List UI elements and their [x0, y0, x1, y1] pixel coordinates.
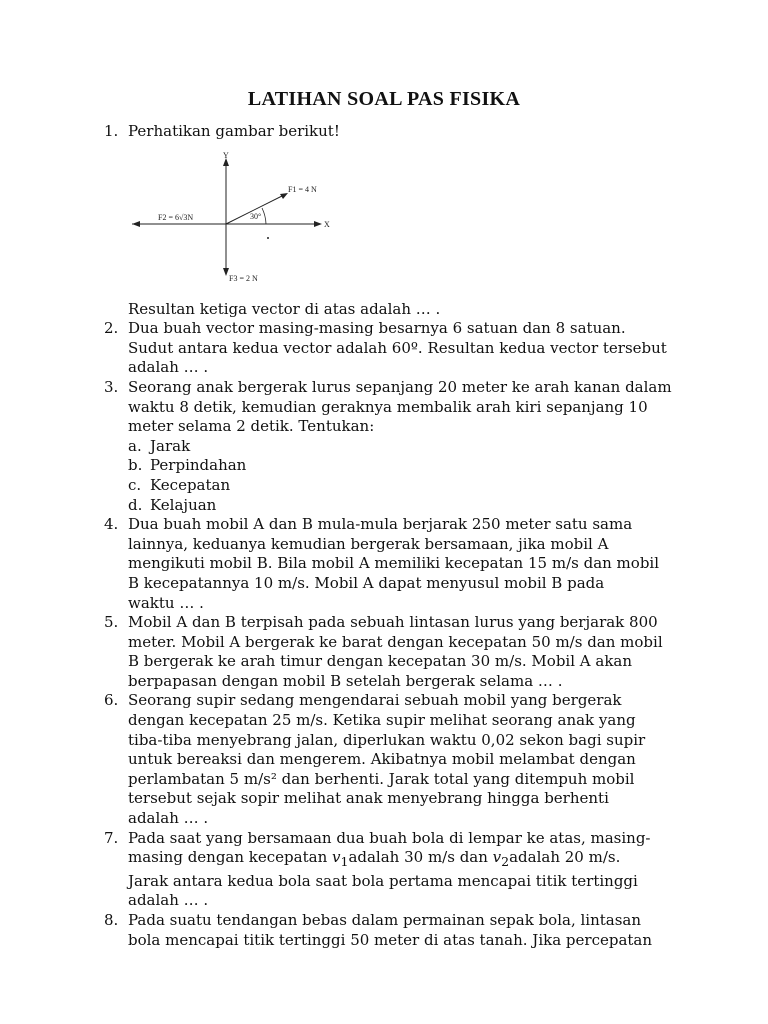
question-text: B bergerak ke arah timur dengan kecepatan 30 m/s. Mobil A akan: [128, 652, 633, 671]
question-number: 2.: [104, 319, 119, 338]
question-text: waktu … .: [128, 593, 204, 612]
angle-label: 30°: [250, 211, 262, 221]
question-5: [104, 613, 684, 691]
sub-item: [128, 496, 684, 516]
question-number: 4.: [104, 515, 119, 534]
question-text: Dua buah mobil A dan B mula-mula berjarak 250 meter satu sama: [128, 515, 633, 534]
f1-label: F1 = 4 N: [288, 184, 317, 194]
sub-item-label: c.: [128, 475, 142, 494]
sub-item-label: a.: [128, 436, 142, 455]
y-axis-label: Y: [223, 150, 229, 160]
question-text: B kecepatannya 10 m/s. Mobil A dapat menyusul mobil B pada: [128, 573, 605, 592]
sub-item: [128, 476, 684, 496]
question-text: Resultan ketiga vector di atas adalah … .: [128, 299, 441, 318]
x-axis-label: X: [324, 219, 330, 229]
question-number: 3.: [104, 377, 119, 396]
velocity-subscript: 2: [501, 854, 510, 870]
question-text: Perhatikan gambar berikut!: [128, 122, 340, 140]
question-number: 5.: [104, 613, 119, 632]
question-text: adalah … .: [128, 891, 209, 910]
question-text: perlambatan 5 m/s² dan berhenti. Jarak total yang ditempuh mobil: [128, 769, 635, 788]
f2-label: F2 = 6√3N: [158, 212, 194, 222]
velocity-symbol: v: [492, 848, 502, 867]
question-text: meter. Mobil A bergerak ke barat dengan kecepatan 50 m/s dan mobil: [128, 632, 663, 651]
question-text: Mobil A dan B terpisah pada sebuah lintasan lurus yang berjarak 800: [128, 613, 658, 632]
sub-item-label: b.: [128, 456, 143, 475]
question-text: tiba-tiba menyebrang jalan, diperlukan waktu 0,02 sekon bagi supir: [128, 730, 646, 749]
question-text: Sudut antara kedua vector adalah 60º. Resultan kedua vector tersebut: [128, 338, 667, 357]
question-list: [104, 122, 684, 950]
f3-label: F3 = 2 N: [229, 273, 258, 283]
question-text: mengikuti mobil B. Bila mobil A memiliki kecepatan 15 m/s dan mobil: [128, 554, 660, 573]
question-number: 1.: [104, 122, 119, 140]
question-number: 6.: [104, 691, 119, 710]
sub-item: [128, 456, 684, 476]
question-text: Seorang anak bergerak lurus sepanjang 20 meter ke arah kanan dalam: [128, 377, 672, 396]
question-6: [104, 691, 684, 828]
question-text: adalah … .: [128, 809, 209, 828]
question-text: Jarak antara kedua bola saat bola pertama mencapai titik tertinggi: [128, 871, 638, 890]
vector-diagram: [128, 148, 368, 294]
sub-item: [128, 437, 684, 457]
question-text: Dua buah vector masing-masing besarnya 6 satuan dan 8 satuan.: [128, 319, 626, 338]
question-text: dengan kecepatan 25 m/s. Ketika supir melihat seorang anak yang: [128, 711, 636, 730]
question-text: berpapasan dengan mobil B setelah bergerak selama … .: [128, 671, 563, 690]
dot-marker: [267, 237, 269, 239]
f1-arrowhead: [280, 193, 288, 199]
question-4: [104, 515, 684, 613]
question-text: lainnya, keduanya kemudian bergerak bersamaan, jika mobil A: [128, 534, 609, 553]
question-text: adalah … .: [128, 358, 209, 377]
question-3: [104, 378, 684, 515]
question-1: [104, 122, 684, 319]
question-2: [104, 319, 684, 378]
velocity-symbol: v: [332, 848, 341, 867]
question-text: waktu 8 detik, kemudian geraknya membalik arah kiri sepanjang 10: [128, 397, 648, 416]
f2-arrowhead: [132, 221, 140, 227]
page-title: LATIHAN SOAL PAS FISIKA: [247, 88, 521, 110]
question-text-with-velocity: masing dengan kecepatan $v_1adalah$ 30 m/s dan $v_2adalah$ 20 m/s.: [128, 848, 621, 870]
question-7: [104, 829, 684, 911]
question-text: Seorang supir sedang mengendarai sebuah mobil yang bergerak: [128, 691, 622, 710]
question-number: 7.: [104, 828, 119, 847]
question-text: untuk bereaksi dan mengerem. Akibatnya mobil melambat dengan: [128, 750, 636, 769]
sub-item-text: Kecepatan: [150, 475, 231, 494]
sub-item-text: Perpindahan: [150, 456, 247, 475]
question-text: bola mencapai titik tertinggi 50 meter di atas tanah. Jika percepatan: [128, 930, 653, 949]
question-text: tersebut sejak sopir melihat anak menyebrang hingga berhenti: [128, 789, 609, 808]
question-text: Pada saat yang bersamaan dua buah bola di lempar ke atas, masing-: [128, 828, 651, 847]
vector-figure: [128, 148, 684, 294]
velocity-subscript: 1: [340, 854, 349, 870]
question-8: [104, 911, 684, 950]
question-number: 8.: [104, 911, 119, 929]
x-axis-arrowhead: [314, 221, 322, 227]
question-text: meter selama 2 detik. Tentukan:: [128, 417, 375, 436]
sub-item-label: d.: [128, 495, 143, 514]
sub-item-text: Kelajuan: [150, 495, 217, 514]
angle-arc: [262, 208, 266, 224]
question-text: Pada suatu tendangan bebas dalam permainan sepak bola, lintasan: [128, 911, 642, 929]
sub-item-text: Jarak: [150, 436, 191, 455]
